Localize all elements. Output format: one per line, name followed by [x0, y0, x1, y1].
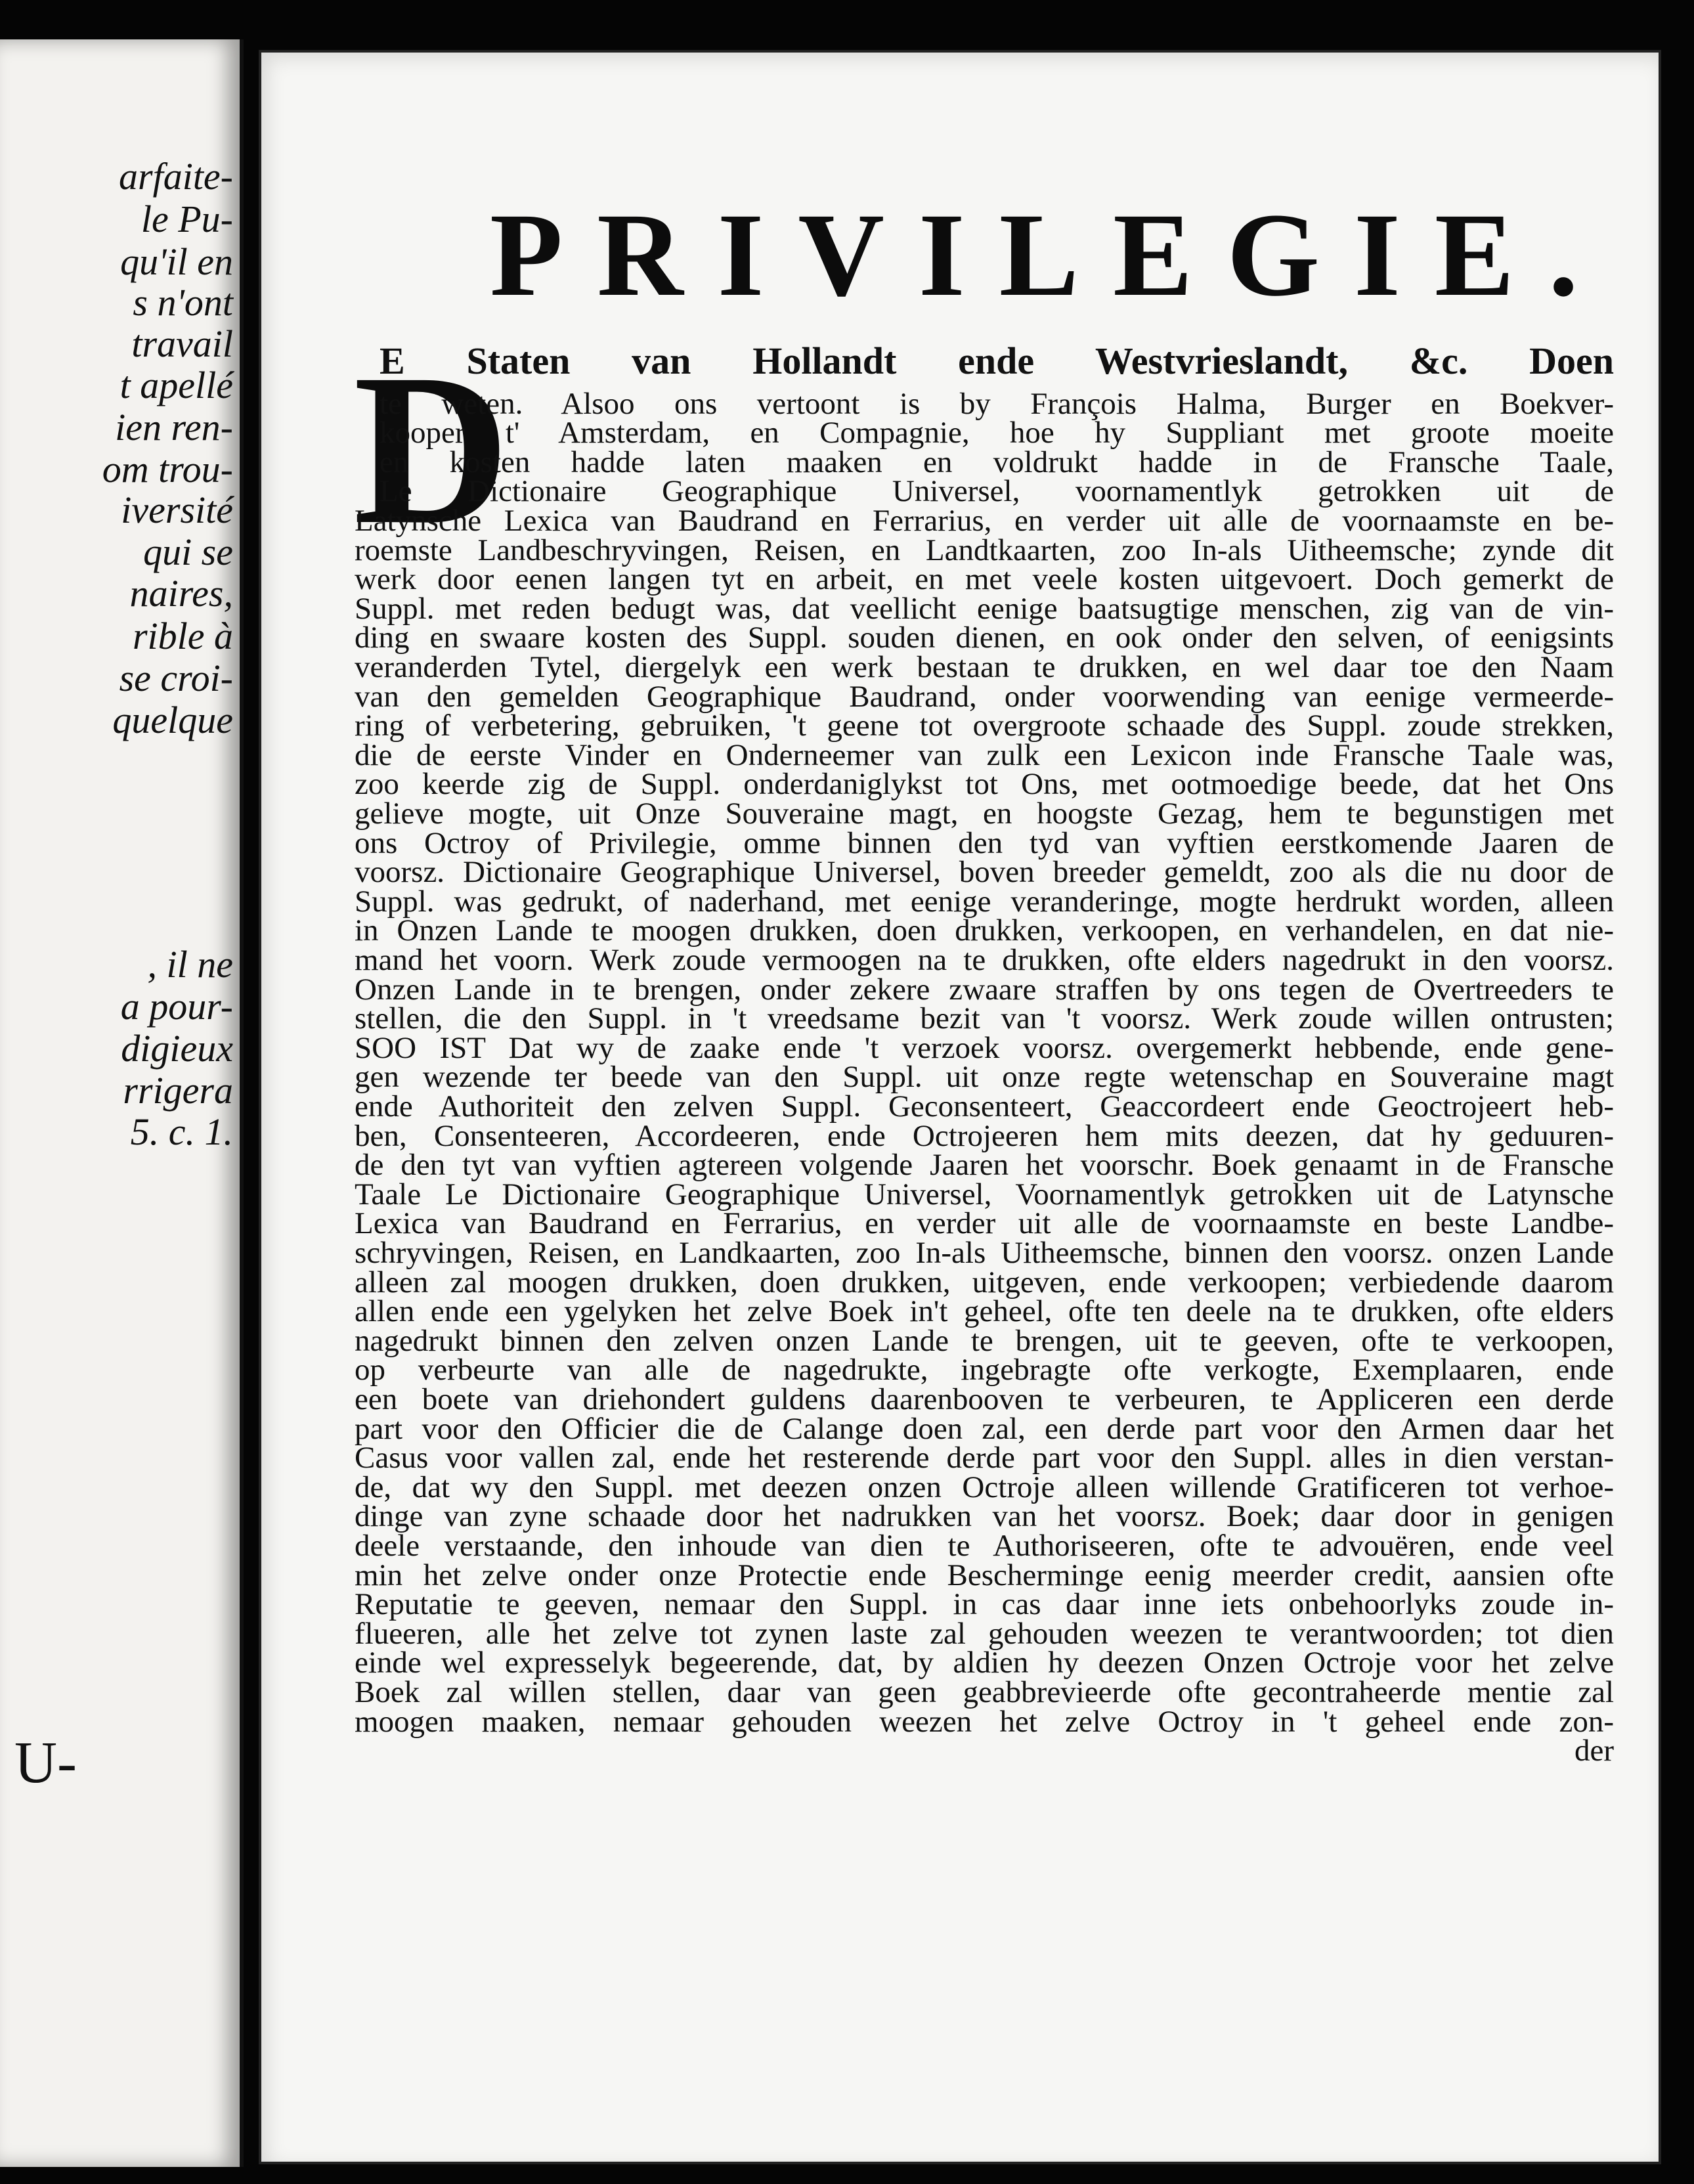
- body-text-line: der: [1574, 1734, 1614, 1768]
- body-text-line: kooper t' Amsterdam, en Compagnie, hoe hy Suppliant met groote moeite: [380, 416, 1614, 450]
- body-text-line: E Staten van Hollandt ende Westvrieslandt, &c. Doen: [380, 343, 1614, 380]
- body-text-line: moogen maaken, nemaar gehouden weezen het zelve Octroy in 't geheel ende zon-: [355, 1705, 1614, 1739]
- body-text-line: een boete van driehondert guldens daarenbooven te verbeuren, te Appliceren een derde: [355, 1382, 1614, 1416]
- body-text-line: ben, Consenteeren, Accordeeren, ende Octrojeeren hem mits deezen, dat hy geduuren-: [355, 1119, 1614, 1153]
- body-text-line: de, dat wy den Suppl. met deezen onzen Octroje alleen willende Gratificeren tot verhoe-: [355, 1470, 1614, 1504]
- body-text-line: gelieve mogte, uit Onze Souveraine magt, en hoogste Gezag, hem te begunstigen met: [355, 797, 1614, 831]
- facing-page-fragment: arfaite-: [119, 155, 233, 198]
- body-text-line: ring of verbetering, gebruiken, 't geene tot overgroote schaade des Suppl. zoude strekken,: [355, 709, 1614, 743]
- body-text-line: stellen, die den Suppl. in 't vreedsame bezit van 't voorsz. Werk zoude willen ontrusten;: [355, 1001, 1614, 1036]
- body-text-line: min het zelve onder onze Protectie ende Beschermingе eenig meerder credit, aansien ofte: [355, 1558, 1614, 1592]
- facing-page-fragment: U-: [14, 1730, 77, 1795]
- body-text-line: roemste Landbeschryvingen, Reisen, en Landtkaarten, zoo In-als Uitheemsche; zynde dit: [355, 533, 1614, 567]
- body-text-line: ons Octroy of Privilegie, omme binnen den tyd van vyftien eerstkomende Jaaren de: [355, 826, 1614, 860]
- facing-page-fragment: iversité: [121, 489, 233, 531]
- body-text-line: zoo keerde zig de Suppl. onderdaniglykst tot Ons, met ootmoedige beede, dat het Ons: [355, 767, 1614, 801]
- body-text-line: in Onzen Lande te moogen drukken, doen drukken, verkoopen, en verhandelen, en dat nie-: [355, 913, 1614, 948]
- facing-page-fragment: naires,: [129, 572, 233, 615]
- page-title: PRIVILEGIE.: [490, 189, 1613, 321]
- facing-page-fragment: qui se: [143, 531, 233, 573]
- body-text-line: en kosten hadde laten maaken en voldrukt hadde in de Fransche Taale,: [380, 445, 1614, 479]
- body-text-line: dinge van zyne schaade door het nadrukken van het voorsz. Boek; daar door in genigen: [355, 1499, 1614, 1533]
- facing-page-fragment: om trou-: [102, 448, 233, 491]
- body-text-line: Boek zal willen stellen, daar van geen geabbrevieerde ofte gecontraheerde mentie zal: [355, 1675, 1614, 1709]
- facing-page-fragment: digieux: [121, 1027, 233, 1070]
- facing-page-fragment: le Pu-: [141, 198, 233, 240]
- facing-page-fragment: quelque: [112, 699, 233, 741]
- body-text-line: Onzen Lande in te brengen, onder zekere zwaare straffen by ons tegen de Overtreeders te: [355, 972, 1614, 1007]
- body-text-line: de den tyt van vyftien agtereen volgende Jaaren het voorschr. Boek genaamt in de Fransche: [355, 1148, 1614, 1182]
- body-text-line: Suppl. was gedrukt, of naderhand, met eenige veranderinge, mogte herdrukt worden, alleen: [355, 885, 1614, 919]
- body-text-line: van den gemelden Geographique Baudrand, onder voorwending van eenige vermeerde-: [355, 680, 1614, 714]
- facing-page: [0, 39, 244, 2167]
- body-text-line: allen ende een ygelyken het zelve Boek in't geheel, ofte ten deele na te drukken, ofte elders: [355, 1294, 1614, 1328]
- facing-page-fragment: rrigera: [123, 1069, 233, 1112]
- body-text-line: ende Authoriteit den zelven Suppl. Geconsenteert, Geaccordeert ende Geoctrojeert heb-: [355, 1089, 1614, 1124]
- facing-page-fragment: 5. c. 1.: [130, 1110, 233, 1153]
- body-text-line: Lexica van Baudrand en Ferrarius, en verder uit alle de voornaamste en beste Landbe-: [355, 1206, 1614, 1240]
- body-text-line: veranderden Tytel, diergelyk een werk bestaan te drukken, en wel daar toe den Naam: [355, 650, 1614, 684]
- body-text-line: nagedrukt binnen den zelven onzen Lande te brengen, uit te geeven, ofte te verkoopen,: [355, 1324, 1614, 1358]
- drop-cap: D: [353, 330, 510, 569]
- body-text-line: die de eerste Vinder en Onderneemer van zulk een Lexicon inde Fransche Taale was,: [355, 738, 1614, 772]
- body-text-line: Taale Le Dictionaire Geographique Universel, Voornamentlyk getrokken uit de Latynsche: [355, 1177, 1614, 1212]
- body-text-line: werk door eenen langen tyt en arbeit, en met veele kosten uitgevoert. Doch gemerkt de: [355, 562, 1614, 596]
- body-text-line: flueeren, alle het zelve tot zynen laste zal gehouden weezen te verantwoorden; tot dien: [355, 1617, 1614, 1651]
- body-text-line: part voor den Officier die de Calange doen zal, een derde part voor den Armen daar het: [355, 1412, 1614, 1446]
- body-text-line: ding en swaare kosten des Suppl. souden dienen, en ook onder den selven, of eenigsints: [355, 621, 1614, 655]
- facing-page-fragment: ien ren-: [115, 406, 233, 448]
- document-page: [261, 53, 1659, 2162]
- body-text-line: gen wezende ter beede van den Suppl. uit onze regte wetenschap en Souveraine magt: [355, 1060, 1614, 1094]
- body-text-line: deele verstaande, den inhoude van dien te Authoriseeren, ofte te advouëren, ende veel: [355, 1529, 1614, 1563]
- facing-page-fragment: a pour-: [120, 985, 233, 1028]
- body-text-line: Latynsche Lexica van Baudrand en Ferrarius, en verder uit alle de voornaamste en be-: [355, 504, 1614, 538]
- facing-page-fragment: travail: [131, 322, 233, 365]
- body-text-line: Le Dictionaire Geographique Universel, voornamentlyk getrokken uit de: [380, 474, 1614, 508]
- body-text-line: schryvingen, Reisen, en Landkaarten, zoo In-als Uitheemsche, binnen den voorsz. onzen Lande: [355, 1236, 1614, 1270]
- body-text-line: einde wel expresselyk begeerende, dat, by aldien hy deezen Onzen Octroje voor het zelve: [355, 1646, 1614, 1680]
- body-text-line: te weten. Alsoo ons vertoont is by François Halma, Burger en Boekver-: [380, 387, 1614, 421]
- body-text-line: Reputatie te geeven, nemaar den Suppl. in cas daar inne iets onbehoorlyks zoude in-: [355, 1587, 1614, 1621]
- body-text-line: SOO IST Dat wy de zaake ende 't verzoek voorsz. overgemerkt hebbende, ende gene-: [355, 1031, 1614, 1065]
- facing-page-fragment: rible à: [132, 615, 233, 657]
- body-text-line: alleen zal moogen drukken, doen drukken, uitgeven, ende verkoopen; verbiedende daarom: [355, 1265, 1614, 1299]
- facing-page-fragment: s n'ont: [133, 281, 233, 324]
- body-text-line: Suppl. met reden bedugt was, dat veellicht eenige baatsugtige menschen, zig van de vin-: [355, 592, 1614, 626]
- facing-page-fragment: t apellé: [119, 364, 233, 406]
- body-text-line: mand het voorn. Werk zoude vermoogen na te drukken, ofte elders nagedrukt in den voorsz.: [355, 943, 1614, 977]
- facing-page-fragment: , il ne: [147, 943, 233, 986]
- facing-page-fragment: qu'il en: [120, 240, 233, 283]
- body-text-line: voorsz. Dictionaire Geographique Universel, boven breeder gemeldt, zoo als die nu door de: [355, 855, 1614, 889]
- body-text-line: op verbeurte van alle de nagedrukte, ingebragte ofte verkogte, Exemplaaren, ende: [355, 1353, 1614, 1387]
- body-text-line: Casus voor vallen zal, ende het resterende derde part voor den Suppl. alles in dien verstan-: [355, 1441, 1614, 1475]
- facing-page-fragment: se croi-: [119, 657, 233, 699]
